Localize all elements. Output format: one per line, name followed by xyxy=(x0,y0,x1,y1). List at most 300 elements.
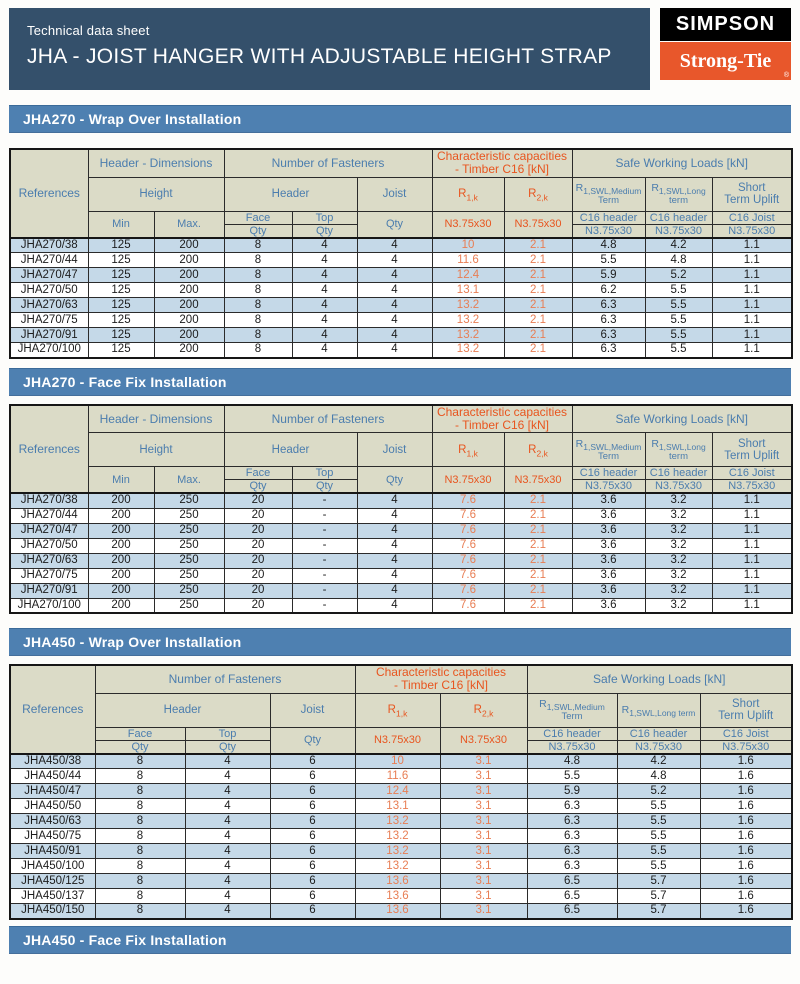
value-cell: 10 xyxy=(355,754,440,769)
value-cell: 6.3 xyxy=(527,844,617,859)
value-cell: 8 xyxy=(95,754,185,769)
table-row xyxy=(10,754,792,769)
col-header-joist: Joist xyxy=(270,693,355,727)
value-cell: 20 xyxy=(224,493,292,508)
value-cell: 2.1 xyxy=(504,313,572,328)
value-cell: 2.1 xyxy=(504,553,572,568)
value-cell: 3.1 xyxy=(440,904,527,919)
value-cell: 200 xyxy=(88,598,154,613)
col-header-r2k: $R_{2,k}$ xyxy=(440,693,527,727)
title-banner xyxy=(9,8,650,90)
col-header-joist: Joist xyxy=(357,433,432,467)
group-characteristic-capacities: Characteristic capacities - Timber C16 [kN] xyxy=(432,149,572,177)
table-row xyxy=(10,598,792,613)
value-cell: 1.6 xyxy=(700,754,792,769)
table-body xyxy=(10,754,792,919)
value-cell: 2.1 xyxy=(504,283,572,298)
col-header-c16-joist: C16 Joist xyxy=(712,211,792,224)
value-cell: 1.1 xyxy=(712,268,792,283)
col-header-nail-long: N3.75x30 xyxy=(617,740,700,754)
value-cell: 6 xyxy=(270,784,355,799)
value-cell: 2.1 xyxy=(504,523,572,538)
value-cell: 4 xyxy=(292,253,357,268)
table-row xyxy=(10,493,792,508)
value-cell: 1.6 xyxy=(700,859,792,874)
strongtie-logo-text: Strong-Tie xyxy=(679,49,772,72)
value-cell: 8 xyxy=(95,829,185,844)
value-cell: 3.2 xyxy=(645,538,712,553)
value-cell: 20 xyxy=(224,598,292,613)
value-cell: 5.5 xyxy=(617,829,700,844)
table-row xyxy=(10,328,792,343)
value-cell: 1.1 xyxy=(712,568,792,583)
value-cell: 1.1 xyxy=(712,328,792,343)
value-cell: 3.1 xyxy=(440,799,527,814)
col-header-face: Face xyxy=(224,467,292,480)
value-cell: 7.6 xyxy=(432,568,504,583)
value-cell: 250 xyxy=(154,508,224,523)
col-header-max: Max. xyxy=(154,211,224,238)
col-header-face-qty: Qty xyxy=(224,224,292,238)
value-cell: 4 xyxy=(357,508,432,523)
value-cell: 6 xyxy=(270,754,355,769)
value-cell: 1.1 xyxy=(712,538,792,553)
reference-cell: JHA270/44 xyxy=(10,253,88,268)
group-header-dimensions: Header - Dimensions xyxy=(88,149,224,177)
value-cell: - xyxy=(292,538,357,553)
value-cell: 12.4 xyxy=(355,784,440,799)
reference-cell: JHA450/44 xyxy=(10,769,95,784)
col-header-short-term-uplift: Short Term Uplift xyxy=(712,177,792,211)
value-cell: 11.6 xyxy=(432,253,504,268)
value-cell: 5.2 xyxy=(617,784,700,799)
value-cell: 4 xyxy=(357,313,432,328)
value-cell: 125 xyxy=(88,328,154,343)
value-cell: 4 xyxy=(357,568,432,583)
col-header-swl-medium-term: $R_{1,SWL,Medium}$ Term xyxy=(572,433,645,467)
value-cell: 4.2 xyxy=(645,238,712,253)
value-cell: 4 xyxy=(292,298,357,313)
col-header-swl-medium-term: $R_{1,SWL,Medium}$ Term xyxy=(527,693,617,727)
value-cell: 125 xyxy=(88,238,154,253)
value-cell: 4 xyxy=(185,799,270,814)
value-cell: 13.2 xyxy=(355,829,440,844)
value-cell: 8 xyxy=(95,874,185,889)
reference-cell: JHA270/63 xyxy=(10,553,88,568)
reference-cell: JHA270/91 xyxy=(10,328,88,343)
table-row xyxy=(10,253,792,268)
value-cell: 5.5 xyxy=(645,313,712,328)
value-cell: 13.2 xyxy=(432,328,504,343)
col-header-swl-long-term: $R_{1,SWL,Long term}$ xyxy=(617,693,700,727)
value-cell: 1.1 xyxy=(712,238,792,253)
value-cell: 200 xyxy=(88,523,154,538)
value-cell: 11.6 xyxy=(355,769,440,784)
reference-cell: JHA450/150 xyxy=(10,904,95,919)
value-cell: 6 xyxy=(270,889,355,904)
value-cell: 4 xyxy=(292,283,357,298)
value-cell: 4 xyxy=(357,238,432,253)
value-cell: 5.5 xyxy=(645,343,712,358)
value-cell: 1.6 xyxy=(700,874,792,889)
page-header xyxy=(9,8,791,90)
value-cell: 4 xyxy=(185,904,270,919)
reference-cell: JHA450/63 xyxy=(10,814,95,829)
value-cell: 6.3 xyxy=(572,313,645,328)
value-cell: 1.6 xyxy=(700,904,792,919)
value-cell: 7.6 xyxy=(432,523,504,538)
value-cell: 4 xyxy=(292,313,357,328)
value-cell: 1.6 xyxy=(700,784,792,799)
col-header-face-qty: Qty xyxy=(224,480,292,494)
table-row xyxy=(10,523,792,538)
table-jha270-face-fix xyxy=(9,404,793,615)
value-cell: 13.2 xyxy=(355,814,440,829)
value-cell: 1.1 xyxy=(712,493,792,508)
col-header-c16-joist: C16 Joist xyxy=(700,727,792,740)
value-cell: 3.2 xyxy=(645,583,712,598)
value-cell: 250 xyxy=(154,583,224,598)
value-cell: 2.1 xyxy=(504,598,572,613)
value-cell: 4.2 xyxy=(617,754,700,769)
table-jha270-wrap-over xyxy=(9,148,793,359)
value-cell: 200 xyxy=(88,568,154,583)
col-header-nail-r1k: N3.75x30 xyxy=(432,467,504,494)
group-characteristic-capacities: Characteristic capacities - Timber C16 [kN] xyxy=(355,665,527,693)
value-cell: 3.2 xyxy=(645,553,712,568)
value-cell: 250 xyxy=(154,538,224,553)
table-row xyxy=(10,769,792,784)
value-cell: 5.7 xyxy=(617,904,700,919)
col-header-nail-long: N3.75x30 xyxy=(645,480,712,494)
reference-cell: JHA450/47 xyxy=(10,784,95,799)
col-header-c16-header-medium: C16 header xyxy=(572,467,645,480)
value-cell: 3.2 xyxy=(645,523,712,538)
value-cell: 13.1 xyxy=(432,283,504,298)
value-cell: 8 xyxy=(95,904,185,919)
reference-cell: JHA270/91 xyxy=(10,583,88,598)
col-header-references: References xyxy=(10,405,88,494)
value-cell: 8 xyxy=(224,268,292,283)
group-number-of-fasteners: Number of Fasteners xyxy=(224,405,432,433)
value-cell: 2.1 xyxy=(504,508,572,523)
col-header-c16-joist: C16 Joist xyxy=(712,467,792,480)
value-cell: 2.1 xyxy=(504,538,572,553)
value-cell: 3.6 xyxy=(572,493,645,508)
col-header-short-term-uplift: Short Term Uplift xyxy=(700,693,792,727)
reference-cell: JHA270/50 xyxy=(10,538,88,553)
col-header-joist-qty: Qty xyxy=(357,467,432,494)
col-header-top-qty: Qty xyxy=(185,740,270,754)
group-number-of-fasteners: Number of Fasteners xyxy=(95,665,355,693)
table-jha450-wrap-over xyxy=(9,664,793,920)
value-cell: 13.2 xyxy=(432,343,504,358)
value-cell: 4 xyxy=(357,553,432,568)
value-cell: 20 xyxy=(224,553,292,568)
value-cell: 200 xyxy=(154,253,224,268)
value-cell: 200 xyxy=(88,583,154,598)
col-header-nail-uplift: N3.75x30 xyxy=(712,224,792,238)
value-cell: 4 xyxy=(185,754,270,769)
value-cell: 1.1 xyxy=(712,253,792,268)
value-cell: 7.6 xyxy=(432,508,504,523)
value-cell: 3.1 xyxy=(440,754,527,769)
table-row xyxy=(10,784,792,799)
value-cell: 3.1 xyxy=(440,859,527,874)
col-header-r2k: $R_{2,k}$ xyxy=(504,177,572,211)
value-cell: 1.1 xyxy=(712,313,792,328)
value-cell: 4 xyxy=(357,298,432,313)
table-row xyxy=(10,298,792,313)
value-cell: 3.6 xyxy=(572,583,645,598)
value-cell: 6.5 xyxy=(527,889,617,904)
value-cell: 4.8 xyxy=(645,253,712,268)
col-header-swl-long-term: $R_{1,SWL,Long}$ term xyxy=(645,177,712,211)
col-header-nail-r2k: N3.75x30 xyxy=(504,211,572,238)
col-header-face: Face xyxy=(224,211,292,224)
col-header-height: Height xyxy=(88,177,224,211)
value-cell: 5.5 xyxy=(617,814,700,829)
value-cell: 4 xyxy=(357,283,432,298)
table-row xyxy=(10,814,792,829)
value-cell: 250 xyxy=(154,493,224,508)
value-cell: 13.2 xyxy=(432,313,504,328)
reference-cell: JHA450/125 xyxy=(10,874,95,889)
value-cell: 1.1 xyxy=(712,343,792,358)
value-cell: 1.6 xyxy=(700,829,792,844)
value-cell: - xyxy=(292,568,357,583)
page-title: JHA - JOIST HANGER WITH ADJUSTABLE HEIGHT STRAP xyxy=(27,45,612,68)
reference-cell: JHA270/100 xyxy=(10,343,88,358)
simpson-logo: SIMPSON xyxy=(660,8,791,41)
value-cell: 6 xyxy=(270,859,355,874)
value-cell: 6 xyxy=(270,769,355,784)
value-cell: 200 xyxy=(154,283,224,298)
table-body xyxy=(10,238,792,358)
section-bar-jha270-wrap-over: JHA270 - Wrap Over Installation xyxy=(9,105,791,133)
value-cell: 1.1 xyxy=(712,523,792,538)
col-header-nail-r1k: N3.75x30 xyxy=(355,727,440,754)
value-cell: 250 xyxy=(154,553,224,568)
reference-cell: JHA270/50 xyxy=(10,283,88,298)
value-cell: 4 xyxy=(357,493,432,508)
table-body xyxy=(10,493,792,613)
value-cell: 200 xyxy=(154,328,224,343)
value-cell: 8 xyxy=(224,343,292,358)
value-cell: 1.6 xyxy=(700,814,792,829)
section-bar-jha450-wrap-over: JHA450 - Wrap Over Installation xyxy=(9,628,791,656)
value-cell: 5.5 xyxy=(617,844,700,859)
value-cell: 5.2 xyxy=(645,268,712,283)
value-cell: 2.1 xyxy=(504,298,572,313)
col-header-face: Face xyxy=(95,727,185,740)
value-cell: - xyxy=(292,493,357,508)
value-cell: 200 xyxy=(88,553,154,568)
col-header-c16-header-long: C16 header xyxy=(645,211,712,224)
value-cell: 8 xyxy=(224,298,292,313)
value-cell: 3.1 xyxy=(440,784,527,799)
value-cell: 250 xyxy=(154,598,224,613)
value-cell: 3.1 xyxy=(440,769,527,784)
value-cell: 4 xyxy=(185,859,270,874)
value-cell: 1.6 xyxy=(700,889,792,904)
value-cell: 6.3 xyxy=(572,328,645,343)
reference-cell: JHA270/47 xyxy=(10,268,88,283)
value-cell: 6.3 xyxy=(527,829,617,844)
value-cell: 3.6 xyxy=(572,553,645,568)
value-cell: 4 xyxy=(292,238,357,253)
value-cell: - xyxy=(292,523,357,538)
value-cell: 2.1 xyxy=(504,253,572,268)
value-cell: 1.1 xyxy=(712,298,792,313)
value-cell: 5.9 xyxy=(527,784,617,799)
col-header-r1k: $R_{1,k}$ xyxy=(432,433,504,467)
value-cell: 6.5 xyxy=(527,874,617,889)
value-cell: 5.5 xyxy=(527,769,617,784)
value-cell: 7.6 xyxy=(432,553,504,568)
value-cell: 6.3 xyxy=(572,343,645,358)
value-cell: 8 xyxy=(224,313,292,328)
col-header-c16-header-long: C16 header xyxy=(645,467,712,480)
value-cell: 8 xyxy=(95,889,185,904)
section-bar-jha450-face-fix: JHA450 - Face Fix Installation xyxy=(9,926,791,954)
table-header xyxy=(10,405,792,494)
strongtie-logo xyxy=(660,42,791,80)
value-cell: 4 xyxy=(185,874,270,889)
value-cell: 20 xyxy=(224,523,292,538)
col-header-header: Header xyxy=(224,433,357,467)
value-cell: - xyxy=(292,598,357,613)
col-header-nail-uplift: N3.75x30 xyxy=(712,480,792,494)
col-header-nail-medium: N3.75x30 xyxy=(572,480,645,494)
col-header-r2k: $R_{2,k}$ xyxy=(504,433,572,467)
col-header-top: Top xyxy=(185,727,270,740)
value-cell: 4 xyxy=(292,343,357,358)
reference-cell: JHA450/91 xyxy=(10,844,95,859)
value-cell: 250 xyxy=(154,523,224,538)
value-cell: 20 xyxy=(224,568,292,583)
value-cell: 6 xyxy=(270,799,355,814)
value-cell: 20 xyxy=(224,508,292,523)
value-cell: 4 xyxy=(185,769,270,784)
value-cell: 13.2 xyxy=(355,844,440,859)
table-row xyxy=(10,268,792,283)
value-cell: 6 xyxy=(270,844,355,859)
value-cell: 6 xyxy=(270,874,355,889)
col-header-nail-uplift: N3.75x30 xyxy=(700,740,792,754)
value-cell: 5.7 xyxy=(617,874,700,889)
value-cell: 6.3 xyxy=(527,859,617,874)
col-header-c16-header-medium: C16 header xyxy=(527,727,617,740)
col-header-min: Min xyxy=(88,467,154,494)
value-cell: 13.6 xyxy=(355,874,440,889)
value-cell: 4 xyxy=(357,343,432,358)
value-cell: 4 xyxy=(292,268,357,283)
value-cell: 8 xyxy=(95,859,185,874)
value-cell: 4 xyxy=(292,328,357,343)
value-cell: 20 xyxy=(224,538,292,553)
value-cell: 3.1 xyxy=(440,814,527,829)
value-cell: 3.1 xyxy=(440,874,527,889)
value-cell: 1.1 xyxy=(712,283,792,298)
value-cell: 8 xyxy=(224,238,292,253)
table-row xyxy=(10,874,792,889)
value-cell: 125 xyxy=(88,253,154,268)
table-row xyxy=(10,508,792,523)
value-cell: 13.6 xyxy=(355,889,440,904)
col-header-joist-qty: Qty xyxy=(270,727,355,754)
group-safe-working-loads: Safe Working Loads [kN] xyxy=(527,665,792,693)
group-header-dimensions: Header - Dimensions xyxy=(88,405,224,433)
value-cell: 8 xyxy=(224,253,292,268)
col-header-joist: Joist xyxy=(357,177,432,211)
value-cell: 200 xyxy=(154,268,224,283)
col-header-top-qty: Qty xyxy=(292,224,357,238)
col-header-nail-r2k: N3.75x30 xyxy=(504,467,572,494)
table-row xyxy=(10,844,792,859)
value-cell: 6.2 xyxy=(572,283,645,298)
value-cell: 7.6 xyxy=(432,493,504,508)
value-cell: 4 xyxy=(357,598,432,613)
value-cell: 2.1 xyxy=(504,238,572,253)
value-cell: 6.3 xyxy=(527,799,617,814)
value-cell: 6.3 xyxy=(527,814,617,829)
value-cell: 3.2 xyxy=(645,568,712,583)
col-header-top: Top xyxy=(292,467,357,480)
value-cell: 2.1 xyxy=(504,343,572,358)
value-cell: 6 xyxy=(270,829,355,844)
value-cell: 12.4 xyxy=(432,268,504,283)
reference-cell: JHA270/100 xyxy=(10,598,88,613)
value-cell: 5.9 xyxy=(572,268,645,283)
table-header xyxy=(10,665,792,754)
reference-cell: JHA270/38 xyxy=(10,238,88,253)
table-row xyxy=(10,553,792,568)
value-cell: 8 xyxy=(95,844,185,859)
value-cell: - xyxy=(292,553,357,568)
table-row xyxy=(10,904,792,919)
value-cell: 4 xyxy=(357,538,432,553)
table-row xyxy=(10,889,792,904)
value-cell: 10 xyxy=(432,238,504,253)
value-cell: 3.2 xyxy=(645,493,712,508)
table-row xyxy=(10,859,792,874)
value-cell: - xyxy=(292,583,357,598)
value-cell: 4 xyxy=(357,583,432,598)
table-row xyxy=(10,538,792,553)
col-header-references: References xyxy=(10,149,88,238)
value-cell: 4 xyxy=(357,268,432,283)
table-row xyxy=(10,568,792,583)
value-cell: 250 xyxy=(154,568,224,583)
value-cell: 200 xyxy=(154,298,224,313)
col-header-min: Min xyxy=(88,211,154,238)
reference-cell: JHA450/38 xyxy=(10,754,95,769)
col-header-c16-header-medium: C16 header xyxy=(572,211,645,224)
group-safe-working-loads: Safe Working Loads [kN] xyxy=(572,405,792,433)
value-cell: 2.1 xyxy=(504,568,572,583)
value-cell: 6.3 xyxy=(572,298,645,313)
value-cell: 4.8 xyxy=(617,769,700,784)
value-cell: 3.6 xyxy=(572,538,645,553)
value-cell: 1.1 xyxy=(712,508,792,523)
value-cell: 200 xyxy=(88,493,154,508)
reference-cell: JHA270/38 xyxy=(10,493,88,508)
reference-cell: JHA450/100 xyxy=(10,859,95,874)
col-header-top: Top xyxy=(292,211,357,224)
value-cell: 8 xyxy=(95,769,185,784)
value-cell: - xyxy=(292,508,357,523)
